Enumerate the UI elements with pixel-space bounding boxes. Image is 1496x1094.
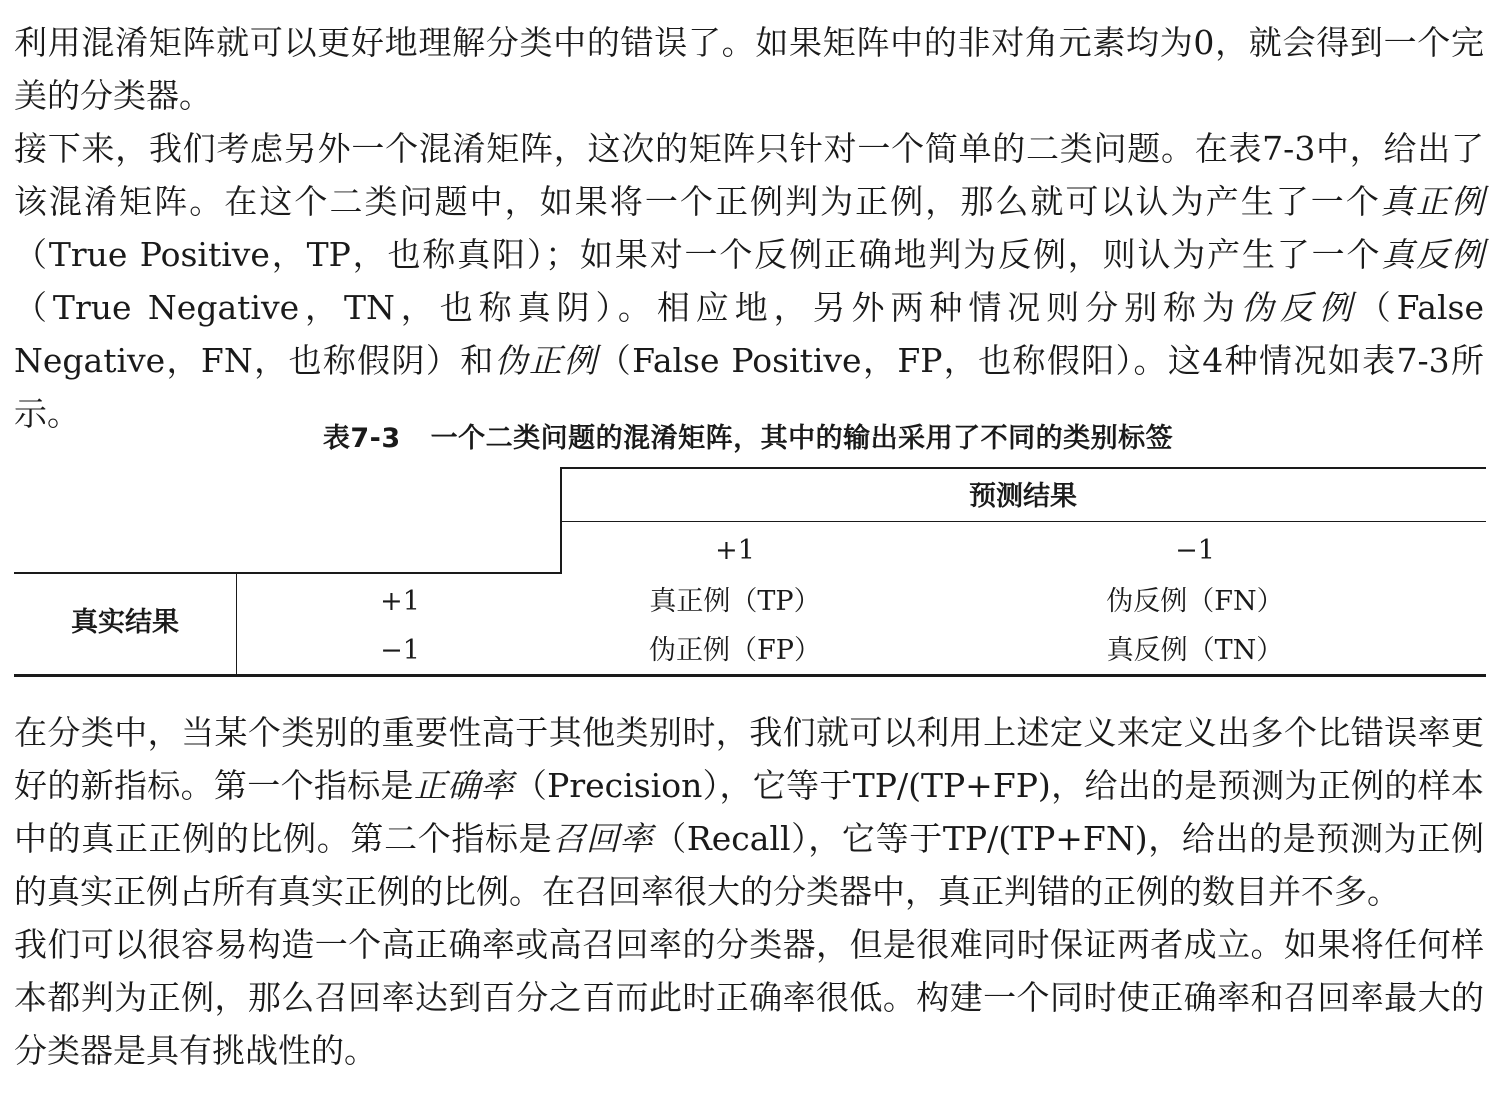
paragraph-2-part3: （True Negative，TN，也称真阴）。相应地，另外两种情况则分别称为 xyxy=(14,288,1241,327)
paragraph-3-part1: 在分类中，当某个类别的重要性高于其他类别时，我们就可以利用上述定义来定义出多个比错误率更好的新指标。第一个指标是 xyxy=(14,713,1484,805)
paragraph-2-part4: （False Negative，FN，也称假阴）和 xyxy=(14,288,1485,380)
table-header-bottom-rule xyxy=(14,572,562,574)
actual-negative-label: −1 xyxy=(380,635,420,666)
table-top-rule xyxy=(560,467,1486,469)
paragraph-4-text: 我们可以很容易构造一个高正确率或高召回率的分类器，但是很难同时保证两者成立。如果将任何样本都判为正例，那么召回率达到百分之百而此时正确率很低。构建一个同时使正确率和召回率最大的分类器是具有挑战性的。 xyxy=(14,925,1484,1070)
term-recall: 召回率 xyxy=(552,819,654,858)
table-header-divider xyxy=(560,467,562,574)
term-true-positive: 真正例 xyxy=(1380,182,1485,221)
paragraph-2-part1: 接下来，我们考虑另外一个混淆矩阵，这次的矩阵只针对一个简单的二类问题。在表7-3中，给出了该混淆矩阵。在这个二类问题中，如果将一个正例判为正例，那么就可以认为产生了一个 xyxy=(14,129,1484,221)
table-caption-text: 一个二类问题的混淆矩阵，其中的输出采用了不同的类别标签 xyxy=(430,423,1174,454)
term-false-positive: 伪正例 xyxy=(494,341,598,380)
paragraph-1 xyxy=(14,16,1484,122)
table-caption-number: 表7-3 xyxy=(322,423,401,454)
term-precision: 正确率 xyxy=(413,766,514,805)
table-actual-divider xyxy=(236,572,237,674)
predicted-positive-label: +1 xyxy=(715,535,755,566)
table-caption xyxy=(0,416,1496,455)
predicted-result-header: 预测结果 xyxy=(969,481,1077,512)
table-bottom-rule xyxy=(14,674,1486,677)
actual-result-header: 真实结果 xyxy=(71,607,179,638)
paragraph-4 xyxy=(14,918,1484,1077)
paragraph-2-part2: （True Positive，TP，也称真阳）；如果对一个反例正确地判为反例，则认为产生了一个 xyxy=(14,235,1382,274)
cell-false-positive: 伪正例（FP） xyxy=(649,635,821,666)
paragraph-2 xyxy=(14,122,1484,440)
predicted-negative-label: −1 xyxy=(1175,535,1215,566)
table-mid-rule-predicted xyxy=(560,521,1486,522)
paragraph-2-part5: （False Positive，FP，也称假阳）。这4种情况如表7-3所示。 xyxy=(14,341,1485,433)
cell-true-negative: 真反例（TN） xyxy=(1106,635,1284,666)
paragraph-1-text: 利用混淆矩阵就可以更好地理解分类中的错误了。如果矩阵中的非对角元素均为0，就会得到一个完美的分类器。 xyxy=(14,23,1484,115)
cell-false-negative: 伪反例（FN） xyxy=(1106,586,1284,617)
term-false-negative: 伪反例 xyxy=(1240,288,1358,327)
cell-true-positive: 真正例（TP） xyxy=(649,586,821,617)
paragraph-3 xyxy=(14,706,1484,918)
paragraph-3-part3: （Recall），它等于TP/(TP+FN)，给出的是预测为正例的真实正例占所有真实正例的比例。在召回率很大的分类器中，真正判错的正例的数目并不多。 xyxy=(14,819,1484,911)
paragraph-3-part2: （Precision），它等于TP/(TP+FP)，给出的是预测为正例的样本中的真正正例的比例。第二个指标是 xyxy=(14,766,1485,858)
term-true-negative: 真反例 xyxy=(1381,235,1485,274)
actual-positive-label: +1 xyxy=(380,586,420,617)
